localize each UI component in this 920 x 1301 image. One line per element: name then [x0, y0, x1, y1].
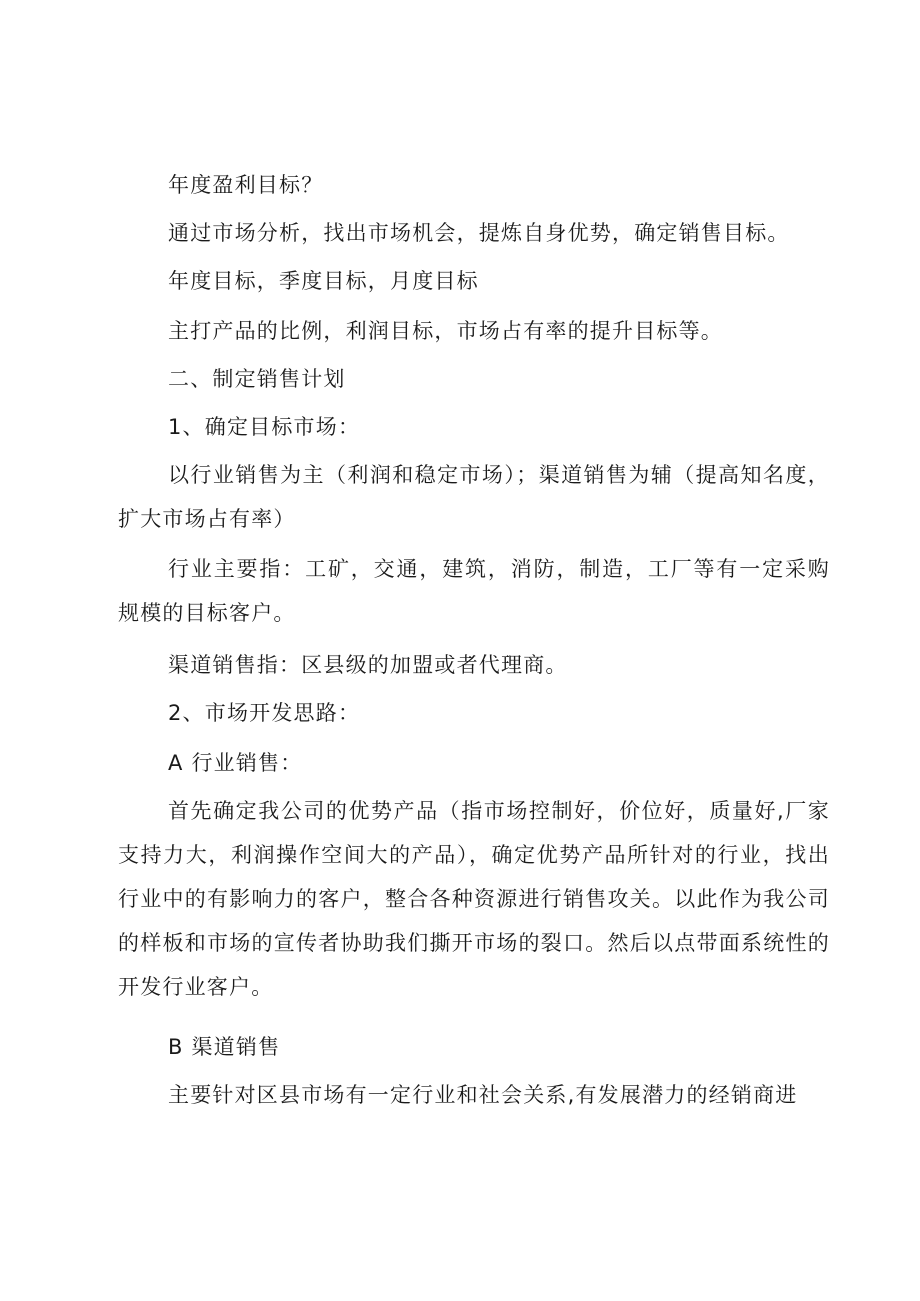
subheading-market-development: 2、市场开发思路： [168, 701, 361, 725]
subheading-industry-sales: A 行业销售： [168, 751, 303, 775]
paragraph-sales-goal-method: 通过市场分析，找出市场机会，提炼自身优势，确定销售目标。 [168, 221, 790, 245]
paragraph-annual-profit-goal: 年度盈利目标？ [168, 173, 324, 197]
paragraph-industry-channel-sales: 以行业销售为主（利润和稳定市场）；渠道销售为辅（提高知名度，扩大市场占有率） [118, 463, 830, 531]
paragraph-channel-definition: 渠道销售指：区县级的加盟或者代理商。 [168, 653, 568, 677]
paragraph-channel-sales-strategy: 主要针对区县市场有一定行业和社会关系,有发展潜力的经销商进 [168, 1083, 798, 1107]
paragraph-industry-sales-strategy: 首先确定我公司的优势产品（指市场控制好，价位好，质量好,厂家支持力大，利润操作空间大的产品），确定优势产品所针对的行业，找出行业中的有影响力的客户，整合各种资源进行销售攻关。以此作为我公司的样板和市场的宣传者协助我们撕开市场的裂口。然后以点带面系统性的开发行业客户。 [118, 799, 830, 999]
section-heading-sales-plan: 二、制定销售计划 [168, 367, 346, 391]
paragraph-main-product-ratio: 主打产品的比例，利润目标，市场占有率的提升目标等。 [168, 319, 723, 343]
subheading-channel-sales: B 渠道销售 [168, 1035, 281, 1059]
paragraph-goal-periods: 年度目标，季度目标，月度目标 [168, 269, 479, 293]
paragraph-industry-definition: 行业主要指：工矿，交通，建筑，消防，制造，工厂等有一定采购规模的目标客户。 [118, 557, 830, 625]
subheading-target-market: 1、确定目标市场： [168, 415, 361, 439]
